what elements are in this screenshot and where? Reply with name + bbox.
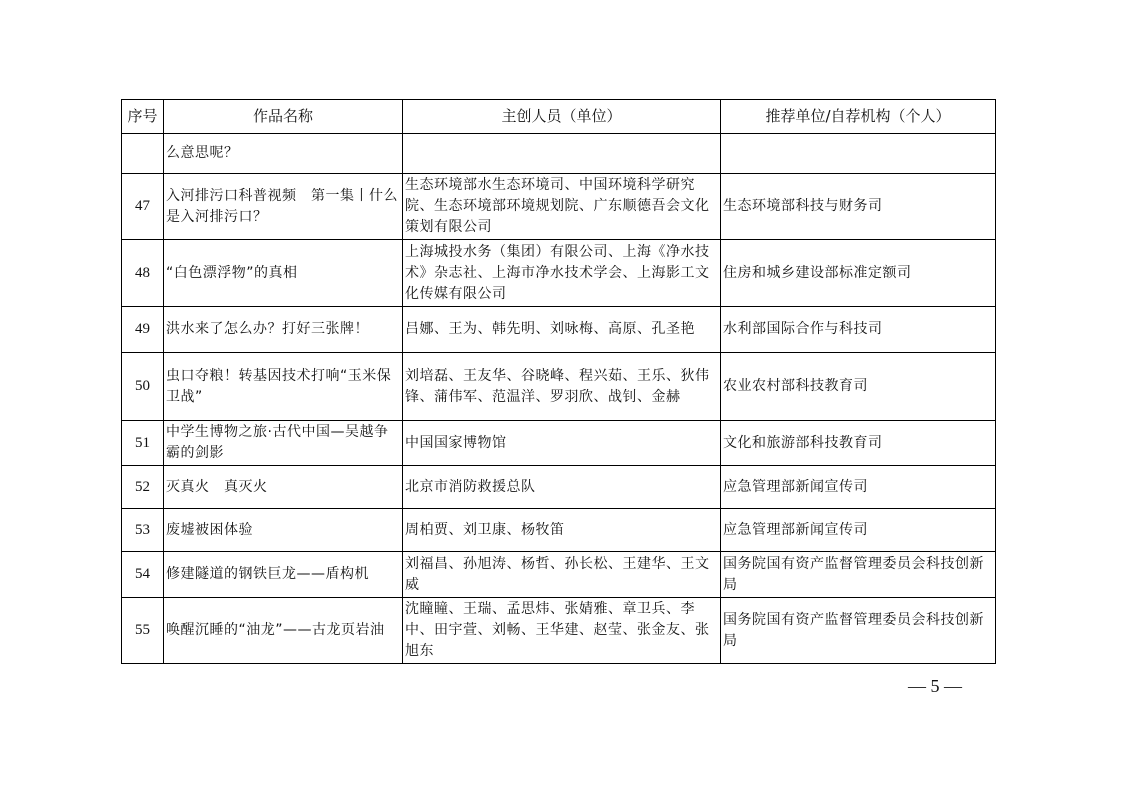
cell-serial-number: 53 <box>122 509 164 552</box>
table-row-continuation <box>122 134 996 174</box>
cell-recommender: 水利部国际合作与科技司 <box>721 307 996 353</box>
cell-recommender: 文化和旅游部科技教育司 <box>721 421 996 466</box>
page-number: — 5 — <box>908 676 962 696</box>
cell-serial-number <box>122 134 164 174</box>
cell-work-title: 么意思呢？ <box>164 134 403 174</box>
cell-work-title: 废墟被困体验 <box>164 509 403 552</box>
cell-work-title: 修建隧道的钢铁巨龙——盾构机 <box>164 552 403 598</box>
cell-recommender: 农业农村部科技教育司 <box>721 353 996 421</box>
table-row <box>122 307 996 353</box>
cell-work-title: 虫口夺粮！转基因技术打响“玉米保卫战” <box>164 353 403 421</box>
cell-creators: 北京市消防救援总队 <box>403 466 721 509</box>
cell-recommender <box>721 134 996 174</box>
cell-serial-number: 51 <box>122 421 164 466</box>
cell-creators: 周柏贾、刘卫康、杨牧笛 <box>403 509 721 552</box>
cell-work-title: 洪水来了怎么办？打好三张牌！ <box>164 307 403 353</box>
cell-creators: 吕娜、王为、韩先明、刘咏梅、高原、孔圣艳 <box>403 307 721 353</box>
header-creators: 主创人员（单位） <box>403 100 721 134</box>
cell-creators: 刘福昌、孙旭涛、杨哲、孙长松、王建华、王文威 <box>403 552 721 598</box>
header-serial-number: 序号 <box>122 100 164 134</box>
table-header-row <box>122 100 996 134</box>
cell-serial-number: 55 <box>122 598 164 664</box>
table-row <box>122 240 996 307</box>
table-row <box>122 466 996 509</box>
cell-serial-number: 48 <box>122 240 164 307</box>
table-row <box>122 598 996 664</box>
cell-recommender: 生态环境部科技与财务司 <box>721 174 996 240</box>
cell-recommender: 国务院国有资产监督管理委员会科技创新局 <box>721 552 996 598</box>
cell-creators <box>403 134 721 174</box>
table-row <box>122 174 996 240</box>
cell-work-title: 中学生博物之旅·古代中国—吴越争霸的剑影 <box>164 421 403 466</box>
cell-creators: 中国国家博物馆 <box>403 421 721 466</box>
cell-work-title: 灭真火 真灭火 <box>164 466 403 509</box>
header-work-title: 作品名称 <box>164 100 403 134</box>
works-table <box>121 99 996 664</box>
cell-creators: 沈瞳瞳、王瑞、孟思炜、张婧雅、章卫兵、李中、田宇萱、刘畅、王华建、赵莹、张金友、张旭东 <box>403 598 721 664</box>
cell-serial-number: 54 <box>122 552 164 598</box>
cell-serial-number: 50 <box>122 353 164 421</box>
cell-creators: 上海城投水务（集团）有限公司、上海《净水技术》杂志社、上海市净水技术学会、上海影工文化传媒有限公司 <box>403 240 721 307</box>
cell-serial-number: 52 <box>122 466 164 509</box>
table-row <box>122 421 996 466</box>
cell-recommender: 应急管理部新闻宣传司 <box>721 466 996 509</box>
cell-creators: 生态环境部水生态环境司、中国环境科学研究院、生态环境部环境规划院、广东顺德吾会文化策划有限公司 <box>403 174 721 240</box>
cell-serial-number: 49 <box>122 307 164 353</box>
cell-work-title: “白色漂浮物”的真相 <box>164 240 403 307</box>
cell-work-title: 入河排污口科普视频 第一集丨什么是入河排污口？ <box>164 174 403 240</box>
table-row <box>122 353 996 421</box>
cell-recommender: 国务院国有资产监督管理委员会科技创新局 <box>721 598 996 664</box>
cell-serial-number: 47 <box>122 174 164 240</box>
table-row <box>122 552 996 598</box>
cell-recommender: 住房和城乡建设部标准定额司 <box>721 240 996 307</box>
cell-creators: 刘培磊、王友华、谷晓峰、程兴茹、王乐、狄伟锋、蒲伟军、范温洋、罗羽欣、战钊、金赫 <box>403 353 721 421</box>
cell-work-title: 唤醒沉睡的“油龙”——古龙页岩油 <box>164 598 403 664</box>
cell-recommender: 应急管理部新闻宣传司 <box>721 509 996 552</box>
header-recommender: 推荐单位/自荐机构（个人） <box>721 100 996 134</box>
table-row <box>122 509 996 552</box>
